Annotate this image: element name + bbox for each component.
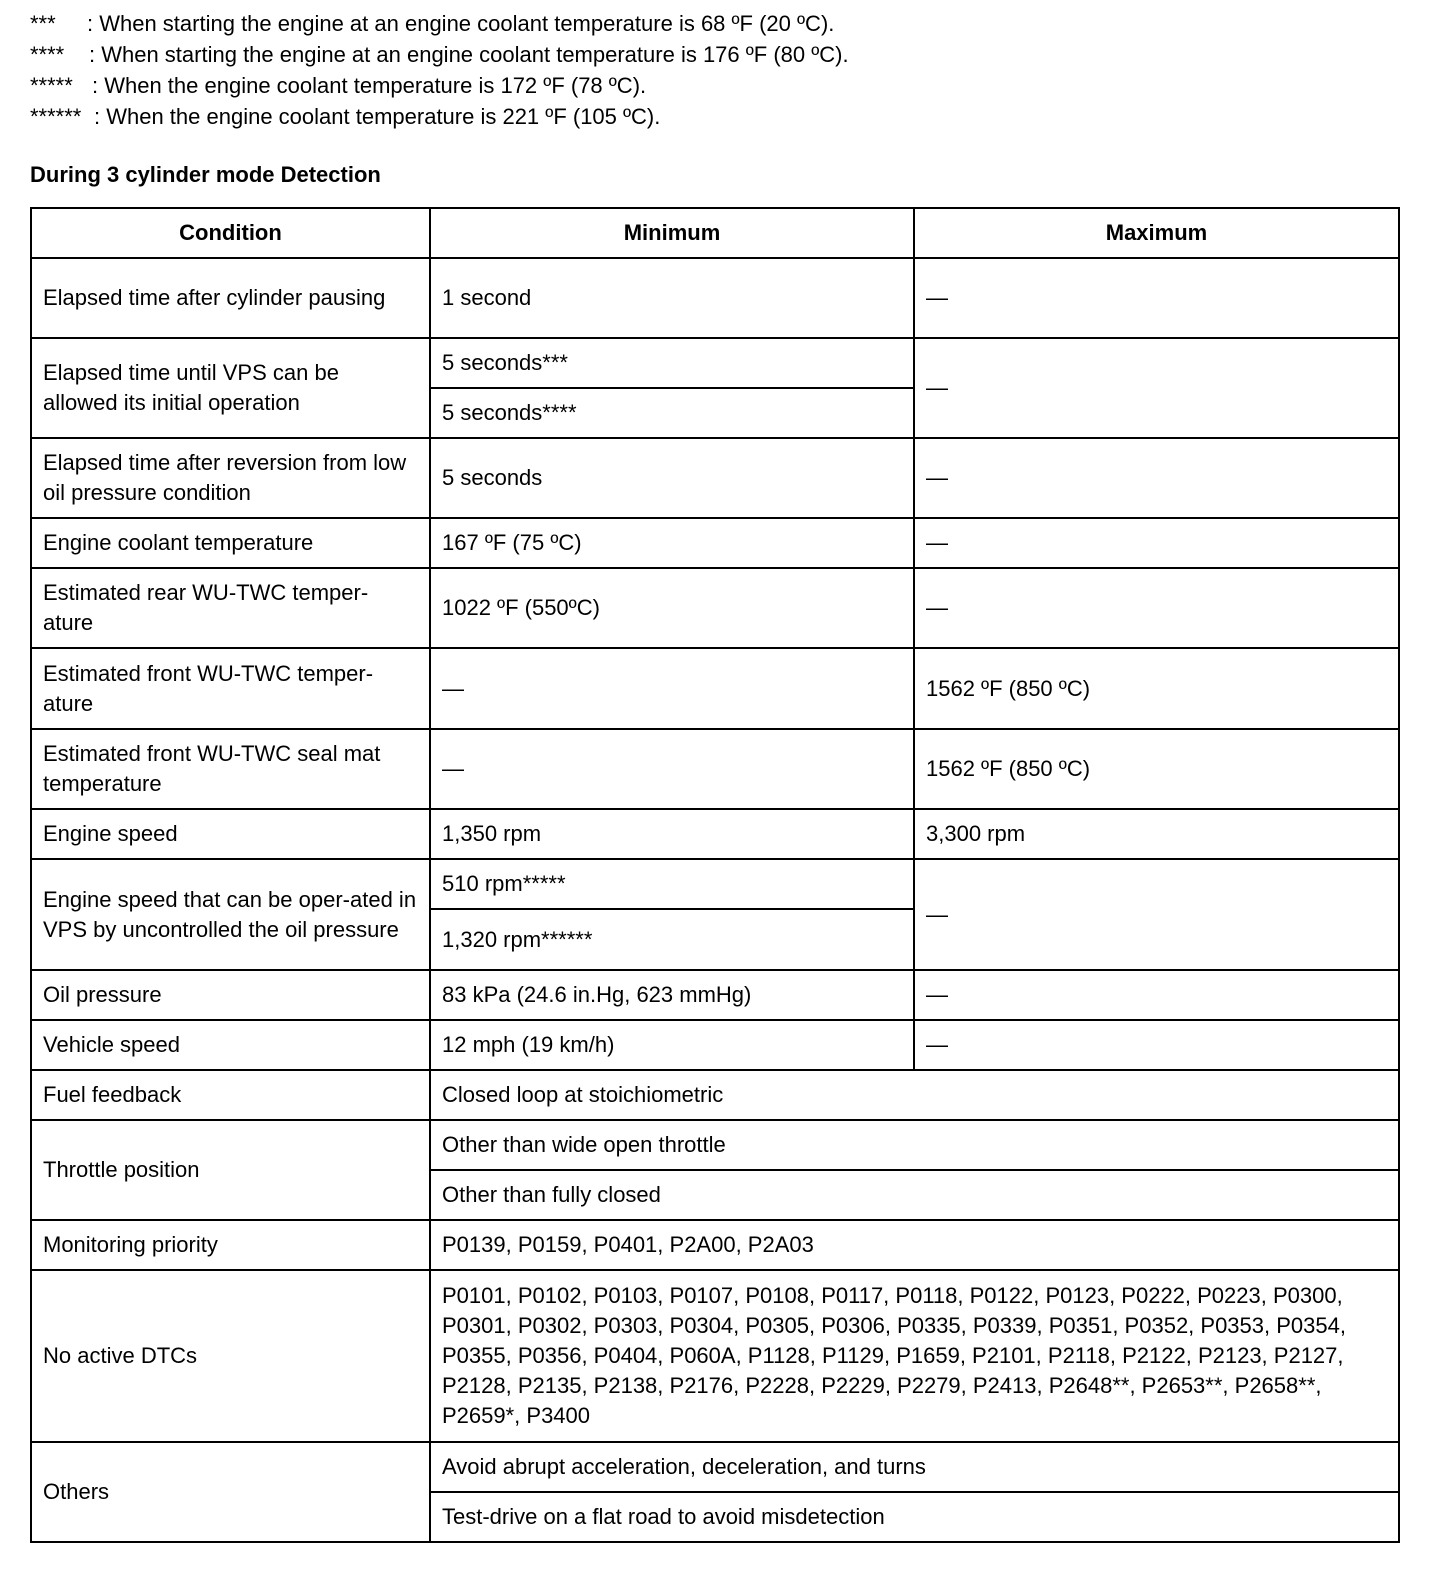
condition-cell: Others bbox=[31, 1442, 430, 1542]
condition-cell: No active DTCs bbox=[31, 1270, 430, 1442]
minimum-cell: 510 rpm***** bbox=[430, 859, 914, 909]
footnote-text: : When starting the engine at an engine coolant temperature is 68 ºF (20 ºC). bbox=[87, 11, 835, 36]
maximum-cell: — bbox=[914, 338, 1399, 438]
value-cell: Avoid abrupt acceleration, deceleration, and turns bbox=[430, 1442, 1399, 1492]
column-header-minimum: Minimum bbox=[430, 208, 914, 258]
maximum-cell: — bbox=[914, 518, 1399, 568]
table-row bbox=[31, 1070, 1399, 1120]
maximum-cell: — bbox=[914, 258, 1399, 338]
minimum-cell: 1022 ºF (550ºC) bbox=[430, 568, 914, 648]
minimum-cell: 12 mph (19 km/h) bbox=[430, 1020, 914, 1070]
maximum-cell: — bbox=[914, 568, 1399, 648]
table-row bbox=[31, 1270, 1399, 1442]
minimum-cell: 83 kPa (24.6 in.Hg, 623 mmHg) bbox=[430, 970, 914, 1020]
value-cell: Other than wide open throttle bbox=[430, 1120, 1399, 1170]
value-cell: Closed loop at stoichiometric bbox=[430, 1070, 1399, 1120]
minimum-cell: — bbox=[430, 648, 914, 729]
condition-cell: Elapsed time after cylinder pausing bbox=[31, 258, 430, 338]
table-row bbox=[31, 859, 1399, 909]
footnote-text: : When starting the engine at an engine coolant temperature is 176 ºF (80 ºC). bbox=[89, 42, 849, 67]
maximum-cell: — bbox=[914, 970, 1399, 1020]
table-row bbox=[31, 1442, 1399, 1492]
condition-cell: Estimated front WU-TWC temper-ature bbox=[31, 648, 430, 729]
minimum-cell: 5 seconds**** bbox=[430, 388, 914, 438]
table-row bbox=[31, 970, 1399, 1020]
column-header-maximum: Maximum bbox=[914, 208, 1399, 258]
column-header-condition: Condition bbox=[31, 208, 430, 258]
footnote-mark: ***** bbox=[30, 73, 73, 98]
footnote-3 bbox=[30, 70, 849, 101]
minimum-cell: 1 second bbox=[430, 258, 914, 338]
footnote-mark: **** bbox=[30, 42, 65, 67]
dtc-list-cell: P0101, P0102, P0103, P0107, P0108, P0117, P0118, P0122, P0123, P0222, P0223, P0300, P0301, P0302, P0303, P0304, P0305, P0306, P0335, P0339, P0351, P0352, P0353, P0354, P0355, P0356, P0404, P060A, P1128, P1129, P1659, P2101, P2118, P2122, P2123, P2127, P2128, P2135, P2138, P2176, P2228, P2229, P2279, P2413, P2648**, P2653**, P2658**, P2659*, P3400 bbox=[430, 1270, 1399, 1442]
minimum-cell: 1,350 rpm bbox=[430, 809, 914, 859]
condition-cell: Engine speed bbox=[31, 809, 430, 859]
minimum-cell: 5 seconds*** bbox=[430, 338, 914, 388]
value-cell: P0139, P0159, P0401, P2A00, P2A03 bbox=[430, 1220, 1399, 1270]
maximum-cell: 1562 ºF (850 ºC) bbox=[914, 729, 1399, 809]
table-row bbox=[31, 518, 1399, 568]
table-row bbox=[31, 338, 1399, 388]
minimum-cell: 167 ºF (75 ºC) bbox=[430, 518, 914, 568]
table-row bbox=[31, 1020, 1399, 1070]
table-row bbox=[31, 809, 1399, 859]
footnote-mark: *** bbox=[30, 11, 56, 36]
footnotes bbox=[30, 8, 849, 132]
condition-cell: Estimated rear WU-TWC temper-ature bbox=[31, 568, 430, 648]
table-row bbox=[31, 648, 1399, 729]
maximum-cell: — bbox=[914, 438, 1399, 518]
footnote-4 bbox=[30, 101, 849, 132]
footnote-mark: ****** bbox=[30, 104, 82, 129]
footnote-1 bbox=[30, 8, 849, 39]
maximum-cell: — bbox=[914, 1020, 1399, 1070]
footnote-text: : When the engine coolant temperature is 221 ºF (105 ºC). bbox=[94, 104, 661, 129]
table-row bbox=[31, 568, 1399, 648]
detection-conditions-table bbox=[30, 207, 1400, 1543]
table-row bbox=[31, 438, 1399, 518]
section-title: During 3 cylinder mode Detection bbox=[30, 162, 381, 187]
table-row bbox=[31, 1120, 1399, 1170]
footnote-2 bbox=[30, 39, 849, 70]
condition-cell: Elapsed time after reversion from low oil pressure condition bbox=[31, 438, 430, 518]
footnote-text: : When the engine coolant temperature is 172 ºF (78 ºC). bbox=[92, 73, 647, 98]
table-row bbox=[31, 1220, 1399, 1270]
table-row bbox=[31, 729, 1399, 809]
minimum-cell: — bbox=[430, 729, 914, 809]
table-header-row bbox=[31, 208, 1399, 258]
maximum-cell: — bbox=[914, 859, 1399, 970]
condition-cell: Vehicle speed bbox=[31, 1020, 430, 1070]
condition-cell: Estimated front WU-TWC seal mat temperature bbox=[31, 729, 430, 809]
condition-cell: Engine speed that can be oper-ated in VPS by uncontrolled the oil pressure bbox=[31, 859, 430, 970]
maximum-cell: 3,300 rpm bbox=[914, 809, 1399, 859]
value-cell: Other than fully closed bbox=[430, 1170, 1399, 1220]
condition-cell: Engine coolant temperature bbox=[31, 518, 430, 568]
table-row bbox=[31, 258, 1399, 338]
minimum-cell: 1,320 rpm****** bbox=[430, 909, 914, 970]
maximum-cell: 1562 ºF (850 ºC) bbox=[914, 648, 1399, 729]
condition-cell: Throttle position bbox=[31, 1120, 430, 1220]
minimum-cell: 5 seconds bbox=[430, 438, 914, 518]
condition-cell: Monitoring priority bbox=[31, 1220, 430, 1270]
value-cell: Test-drive on a flat road to avoid misdetection bbox=[430, 1492, 1399, 1542]
condition-cell: Oil pressure bbox=[31, 970, 430, 1020]
condition-cell: Elapsed time until VPS can be allowed its initial operation bbox=[31, 338, 430, 438]
condition-cell: Fuel feedback bbox=[31, 1070, 430, 1120]
